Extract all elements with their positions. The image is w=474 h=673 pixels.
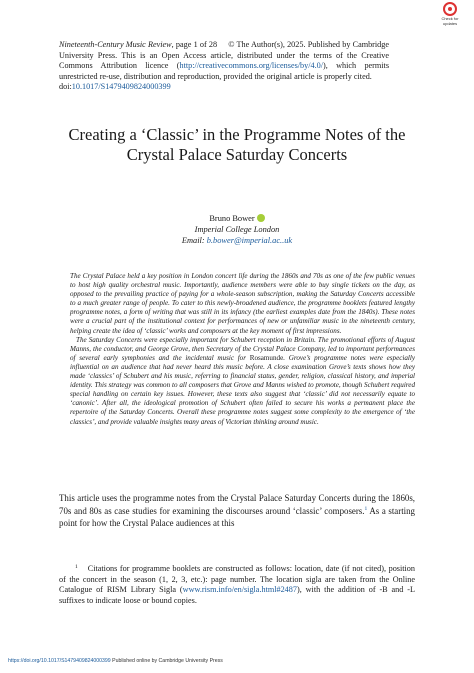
copyright-notice: © The Author(s), 2025. Published by Cambridge University Press. This is an Open Access article, distributed under the terms of the Creative Commons Attribution licence ( (59, 40, 390, 71)
footnote-reference[interactable]: 1 (364, 506, 368, 513)
body-text-start: This article uses the programme notes from the Crystal Palace Saturday Concerts during the 1860s, 70s and 80s as case studies for examining the discourses around ‘classic’ composers. (59, 493, 415, 517)
page-footer (8, 658, 468, 665)
work-title: Rosamunde (249, 353, 284, 362)
check-for-updates-icon (443, 2, 457, 16)
footnote-number: 1 (75, 564, 78, 570)
article-title: Creating a ‘Classic’ in the Programme Notes of the Crystal Palace Saturday Concerts (68, 125, 406, 164)
abstract-p2-end: . Grove’s programme notes were especially influential on an audience that had never heard this music before. A close examination Grove’s texts shows how they made ‘classics’ of Schubert and his music, referring to financial status, gender, religion, classical history, and imperial identity. This strategy was common to all composers that Grove and Manns wished to promote, though Schubert required special handling on certain key issues. However, these texts also suggest that ‘classic’ did not necessarily equate to ‘canonic’. After all, the ideological promotion of Schubert often failed to secure his works a permanent place the repertoire of the Saturday Concerts. Overall these programme notes suggest some complexity to the emergence of ‘the classics’, and provide valuable insights many areas of Victorian thinking around music. (70, 353, 415, 426)
orcid-icon[interactable] (257, 214, 265, 222)
footnote-text-end: ), with the addition of -B and -L suffixes to indicate loose or bound copies. (59, 585, 415, 605)
footer-doi-link[interactable]: https://doi.org/10.1017/S1479409824000399 (8, 658, 111, 664)
author-block (59, 214, 415, 246)
footnote (59, 562, 415, 606)
abstract-paragraph-2 (70, 336, 415, 427)
doi-link[interactable]: 10.1017/S1479409824000399 (71, 82, 171, 92)
abstract-p2-start: The Saturday Concerts were especially important for Schubert reception in Britain. The promotional efforts of August Manns, the conductor, and George Grove, then Secretary of the Crystal Palace Company, led to important performances of several early symphonies and the incidental music for (70, 335, 415, 362)
footer-published: Published online by Cambridge University Press (110, 658, 223, 664)
author-email-link[interactable]: b.bower@imperial.ac..uk (206, 235, 293, 245)
article-header (59, 40, 389, 93)
journal-title: Nineteenth-Century Music Review (59, 40, 172, 49)
licence-tail: ), which permits unrestricted re-use, distribution and reproduction, provided the original article is properly cited. (59, 61, 390, 81)
email-label: Email: (181, 235, 207, 245)
check-for-updates-label: Check for updates (441, 16, 459, 26)
page-info: , page 1 of 28 (171, 40, 218, 49)
footnote-text-start: Citations for programme booklets are constructed as follows: location, date (if not cited), position of the concert in the season (1, 2, 3, etc.): page number. The location sigla are taken from the Online Catalogue of RISM Library Sigla ( (59, 564, 415, 595)
rism-link[interactable]: www.rism.info/en/sigla.html#2487 (182, 585, 297, 595)
author-name: Bruno Bower (209, 214, 255, 223)
licence-link[interactable]: http://creativecommons.org/licenses/by/4.0/ (179, 61, 324, 71)
body-paragraph (59, 493, 415, 529)
doi-label: doi: (59, 82, 72, 92)
author-affiliation: Imperial College London (194, 224, 280, 234)
abstract-paragraph-1: The Crystal Palace held a key position in London concert life during the 1860s and 70s as one of the few public venues to host high quality orchestral music. Importantly, audience members were able to buy single tickets on the day, as opposed to the prevailing practice of paying for a whole-season subscription, making the Saturday Concerts accessible to a much greater range of people. To cater to this newly-broadened audience, the programme booklets featured lengthy programme notes, a form of writing that was still in its infancy (the earliest examples date from the 1840s). These notes were a crucial part of the institutional context for performances of new or unfamiliar music in the nineteenth century, helping create the idea of ‘classic’ works and composers at the key moment of first impressions. (70, 272, 415, 335)
check-for-updates-badge[interactable] (435, 2, 465, 28)
body-text-end: As a starting point for how the Crystal Palace audiences at this (59, 506, 415, 528)
abstract (70, 272, 415, 427)
